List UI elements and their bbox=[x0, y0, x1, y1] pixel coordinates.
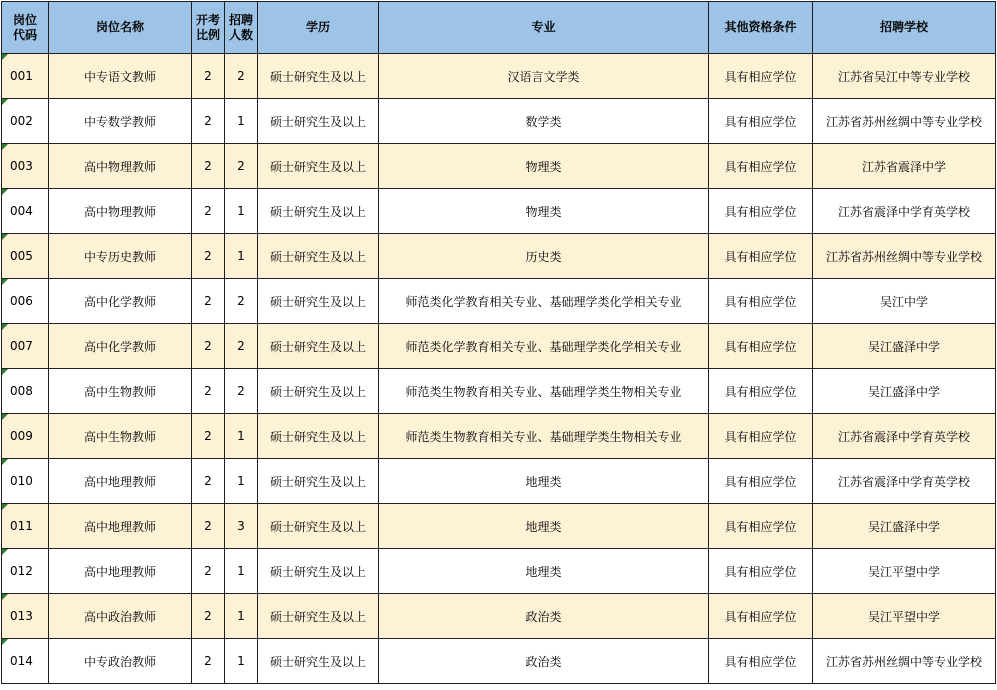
cell-code[interactable]: 012 bbox=[2, 549, 49, 594]
cell-school[interactable]: 江苏省震泽中学育英学校 bbox=[813, 459, 996, 504]
table-row bbox=[2, 234, 996, 279]
header-code-line-2: 代码 bbox=[12, 27, 37, 42]
cell-code[interactable]: 008 bbox=[2, 369, 49, 414]
cell-major[interactable]: 地理类 bbox=[379, 459, 709, 504]
header-major[interactable]: 专业 bbox=[379, 2, 709, 54]
cell-school[interactable]: 吴江平望中学 bbox=[813, 549, 996, 594]
cell-code[interactable]: 002 bbox=[2, 99, 49, 144]
cell-count[interactable]: 2 bbox=[225, 279, 258, 324]
cell-ratio[interactable]: 2 bbox=[192, 459, 225, 504]
cell-ratio[interactable]: 2 bbox=[192, 144, 225, 189]
cell-conditions[interactable]: 具有相应学位 bbox=[709, 459, 813, 504]
cell-school[interactable]: 吴江平望中学 bbox=[813, 594, 996, 639]
cell-school[interactable]: 江苏省震泽中学育英学校 bbox=[813, 414, 996, 459]
cell-conditions[interactable]: 具有相应学位 bbox=[709, 234, 813, 279]
table-row bbox=[2, 504, 996, 549]
cell-code[interactable]: 004 bbox=[2, 189, 49, 234]
header-count[interactable] bbox=[225, 2, 258, 54]
cell-education[interactable]: 硕士研究生及以上 bbox=[258, 369, 379, 414]
cell-ratio[interactable]: 2 bbox=[192, 504, 225, 549]
cell-school[interactable]: 吴江盛泽中学 bbox=[813, 324, 996, 369]
table-row bbox=[2, 549, 996, 594]
table-row bbox=[2, 414, 996, 459]
table-row bbox=[2, 54, 996, 99]
cell-major[interactable]: 政治类 bbox=[379, 639, 709, 684]
cell-major[interactable]: 师范类生物教育相关专业、基础理学类生物相关专业 bbox=[379, 369, 709, 414]
header-count-line-1: 招聘 bbox=[228, 12, 253, 27]
cell-major[interactable]: 政治类 bbox=[379, 594, 709, 639]
header-ratio-line-2: 比例 bbox=[195, 27, 220, 42]
cell-education[interactable]: 硕士研究生及以上 bbox=[258, 594, 379, 639]
cell-major[interactable]: 地理类 bbox=[379, 504, 709, 549]
cell-ratio[interactable]: 2 bbox=[192, 549, 225, 594]
cell-name[interactable]: 高中物理教师 bbox=[49, 189, 192, 234]
cell-name[interactable]: 中专政治教师 bbox=[49, 639, 192, 684]
header-code[interactable] bbox=[2, 2, 49, 54]
cell-major[interactable]: 物理类 bbox=[379, 144, 709, 189]
cell-conditions[interactable]: 具有相应学位 bbox=[709, 324, 813, 369]
cell-education[interactable]: 硕士研究生及以上 bbox=[258, 54, 379, 99]
cell-major[interactable]: 物理类 bbox=[379, 189, 709, 234]
cell-education[interactable]: 硕士研究生及以上 bbox=[258, 279, 379, 324]
cell-school[interactable]: 吴江盛泽中学 bbox=[813, 504, 996, 549]
cell-school[interactable]: 江苏省震泽中学育英学校 bbox=[813, 189, 996, 234]
cell-count[interactable]: 3 bbox=[225, 504, 258, 549]
cell-name[interactable]: 高中化学教师 bbox=[49, 324, 192, 369]
cell-count[interactable]: 1 bbox=[225, 189, 258, 234]
cell-conditions[interactable]: 具有相应学位 bbox=[709, 594, 813, 639]
cell-name[interactable]: 中专历史教师 bbox=[49, 234, 192, 279]
cell-name[interactable]: 中专数学教师 bbox=[49, 99, 192, 144]
cell-count[interactable]: 2 bbox=[225, 324, 258, 369]
cell-education[interactable]: 硕士研究生及以上 bbox=[258, 504, 379, 549]
cell-code[interactable]: 011 bbox=[2, 504, 49, 549]
cell-name[interactable]: 高中生物教师 bbox=[49, 414, 192, 459]
cell-code[interactable]: 009 bbox=[2, 414, 49, 459]
cell-name[interactable]: 高中政治教师 bbox=[49, 594, 192, 639]
header-conditions[interactable]: 其他资格条件 bbox=[709, 2, 813, 54]
table-row bbox=[2, 279, 996, 324]
cell-name[interactable]: 高中地理教师 bbox=[49, 549, 192, 594]
cell-ratio[interactable]: 2 bbox=[192, 279, 225, 324]
cell-count[interactable]: 1 bbox=[225, 234, 258, 279]
cell-education[interactable]: 硕士研究生及以上 bbox=[258, 324, 379, 369]
cell-ratio[interactable]: 2 bbox=[192, 189, 225, 234]
cell-ratio[interactable]: 2 bbox=[192, 99, 225, 144]
table-row bbox=[2, 594, 996, 639]
cell-education[interactable]: 硕士研究生及以上 bbox=[258, 414, 379, 459]
cell-education[interactable]: 硕士研究生及以上 bbox=[258, 144, 379, 189]
table-row bbox=[2, 639, 996, 684]
table-row bbox=[2, 324, 996, 369]
cell-count[interactable]: 1 bbox=[225, 639, 258, 684]
cell-school[interactable]: 江苏省苏州丝绸中等专业学校 bbox=[813, 99, 996, 144]
cell-school[interactable]: 江苏省吴江中等专业学校 bbox=[813, 54, 996, 99]
cell-education[interactable]: 硕士研究生及以上 bbox=[258, 99, 379, 144]
cell-code[interactable]: 007 bbox=[2, 324, 49, 369]
cell-count[interactable]: 2 bbox=[225, 54, 258, 99]
header-code-line-1: 岗位 bbox=[12, 12, 37, 27]
header-ratio[interactable] bbox=[192, 2, 225, 54]
header-school[interactable]: 招聘学校 bbox=[813, 2, 996, 54]
cell-major[interactable]: 地理类 bbox=[379, 549, 709, 594]
table-row bbox=[2, 144, 996, 189]
cell-name[interactable]: 高中地理教师 bbox=[49, 459, 192, 504]
cell-conditions[interactable]: 具有相应学位 bbox=[709, 54, 813, 99]
cell-school[interactable]: 江苏省苏州丝绸中等专业学校 bbox=[813, 639, 996, 684]
cell-school[interactable]: 江苏省震泽中学 bbox=[813, 144, 996, 189]
cell-ratio[interactable]: 2 bbox=[192, 54, 225, 99]
cell-name[interactable]: 高中生物教师 bbox=[49, 369, 192, 414]
cell-ratio[interactable]: 2 bbox=[192, 414, 225, 459]
cell-school[interactable]: 江苏省苏州丝绸中等专业学校 bbox=[813, 234, 996, 279]
cell-count[interactable]: 2 bbox=[225, 369, 258, 414]
cell-major[interactable]: 师范类化学教育相关专业、基础理学类化学相关专业 bbox=[379, 279, 709, 324]
header-name[interactable]: 岗位名称 bbox=[49, 2, 192, 54]
cell-education[interactable]: 硕士研究生及以上 bbox=[258, 189, 379, 234]
cell-major[interactable]: 师范类化学教育相关专业、基础理学类化学相关专业 bbox=[379, 324, 709, 369]
cell-school[interactable]: 吴江盛泽中学 bbox=[813, 369, 996, 414]
cell-count[interactable]: 1 bbox=[225, 99, 258, 144]
cell-code[interactable]: 003 bbox=[2, 144, 49, 189]
header-row bbox=[2, 2, 996, 54]
cell-ratio[interactable]: 2 bbox=[192, 369, 225, 414]
cell-major[interactable]: 历史类 bbox=[379, 234, 709, 279]
cell-name[interactable]: 中专语文教师 bbox=[49, 54, 192, 99]
cell-conditions[interactable]: 具有相应学位 bbox=[709, 279, 813, 324]
cell-conditions[interactable]: 具有相应学位 bbox=[709, 99, 813, 144]
header-count-line-2: 人数 bbox=[228, 27, 253, 42]
cell-education[interactable]: 硕士研究生及以上 bbox=[258, 549, 379, 594]
cell-count[interactable]: 1 bbox=[225, 459, 258, 504]
cell-conditions[interactable]: 具有相应学位 bbox=[709, 639, 813, 684]
cell-education[interactable]: 硕士研究生及以上 bbox=[258, 639, 379, 684]
cell-school[interactable]: 吴江中学 bbox=[813, 279, 996, 324]
cell-conditions[interactable]: 具有相应学位 bbox=[709, 189, 813, 234]
cell-conditions[interactable]: 具有相应学位 bbox=[709, 549, 813, 594]
cell-education[interactable]: 硕士研究生及以上 bbox=[258, 234, 379, 279]
cell-code[interactable]: 010 bbox=[2, 459, 49, 504]
header-education[interactable]: 学历 bbox=[258, 2, 379, 54]
cell-conditions[interactable]: 具有相应学位 bbox=[709, 504, 813, 549]
cell-major[interactable]: 汉语言文学类 bbox=[379, 54, 709, 99]
cell-code[interactable]: 001 bbox=[2, 54, 49, 99]
recruitment-table bbox=[1, 1, 996, 684]
cell-count[interactable]: 1 bbox=[225, 414, 258, 459]
cell-major[interactable]: 师范类生物教育相关专业、基础理学类生物相关专业 bbox=[379, 414, 709, 459]
table-row bbox=[2, 459, 996, 504]
cell-ratio[interactable]: 2 bbox=[192, 594, 225, 639]
cell-name[interactable]: 高中地理教师 bbox=[49, 504, 192, 549]
cell-conditions[interactable]: 具有相应学位 bbox=[709, 144, 813, 189]
cell-count[interactable]: 2 bbox=[225, 144, 258, 189]
cell-count[interactable]: 1 bbox=[225, 549, 258, 594]
cell-education[interactable]: 硕士研究生及以上 bbox=[258, 459, 379, 504]
cell-code[interactable]: 013 bbox=[2, 594, 49, 639]
cell-name[interactable]: 高中化学教师 bbox=[49, 279, 192, 324]
table-row bbox=[2, 369, 996, 414]
header-ratio-line-1: 开考 bbox=[195, 12, 220, 27]
cell-code[interactable]: 005 bbox=[2, 234, 49, 279]
cell-conditions[interactable]: 具有相应学位 bbox=[709, 414, 813, 459]
cell-code[interactable]: 006 bbox=[2, 279, 49, 324]
cell-count[interactable]: 1 bbox=[225, 594, 258, 639]
cell-name[interactable]: 高中物理教师 bbox=[49, 144, 192, 189]
table-body bbox=[2, 54, 996, 684]
table-row bbox=[2, 189, 996, 234]
cell-ratio[interactable]: 2 bbox=[192, 639, 225, 684]
cell-conditions[interactable]: 具有相应学位 bbox=[709, 369, 813, 414]
cell-ratio[interactable]: 2 bbox=[192, 234, 225, 279]
spreadsheet bbox=[1, 1, 996, 684]
cell-major[interactable]: 数学类 bbox=[379, 99, 709, 144]
cell-code[interactable]: 014 bbox=[2, 639, 49, 684]
cell-ratio[interactable]: 2 bbox=[192, 324, 225, 369]
table-row bbox=[2, 99, 996, 144]
